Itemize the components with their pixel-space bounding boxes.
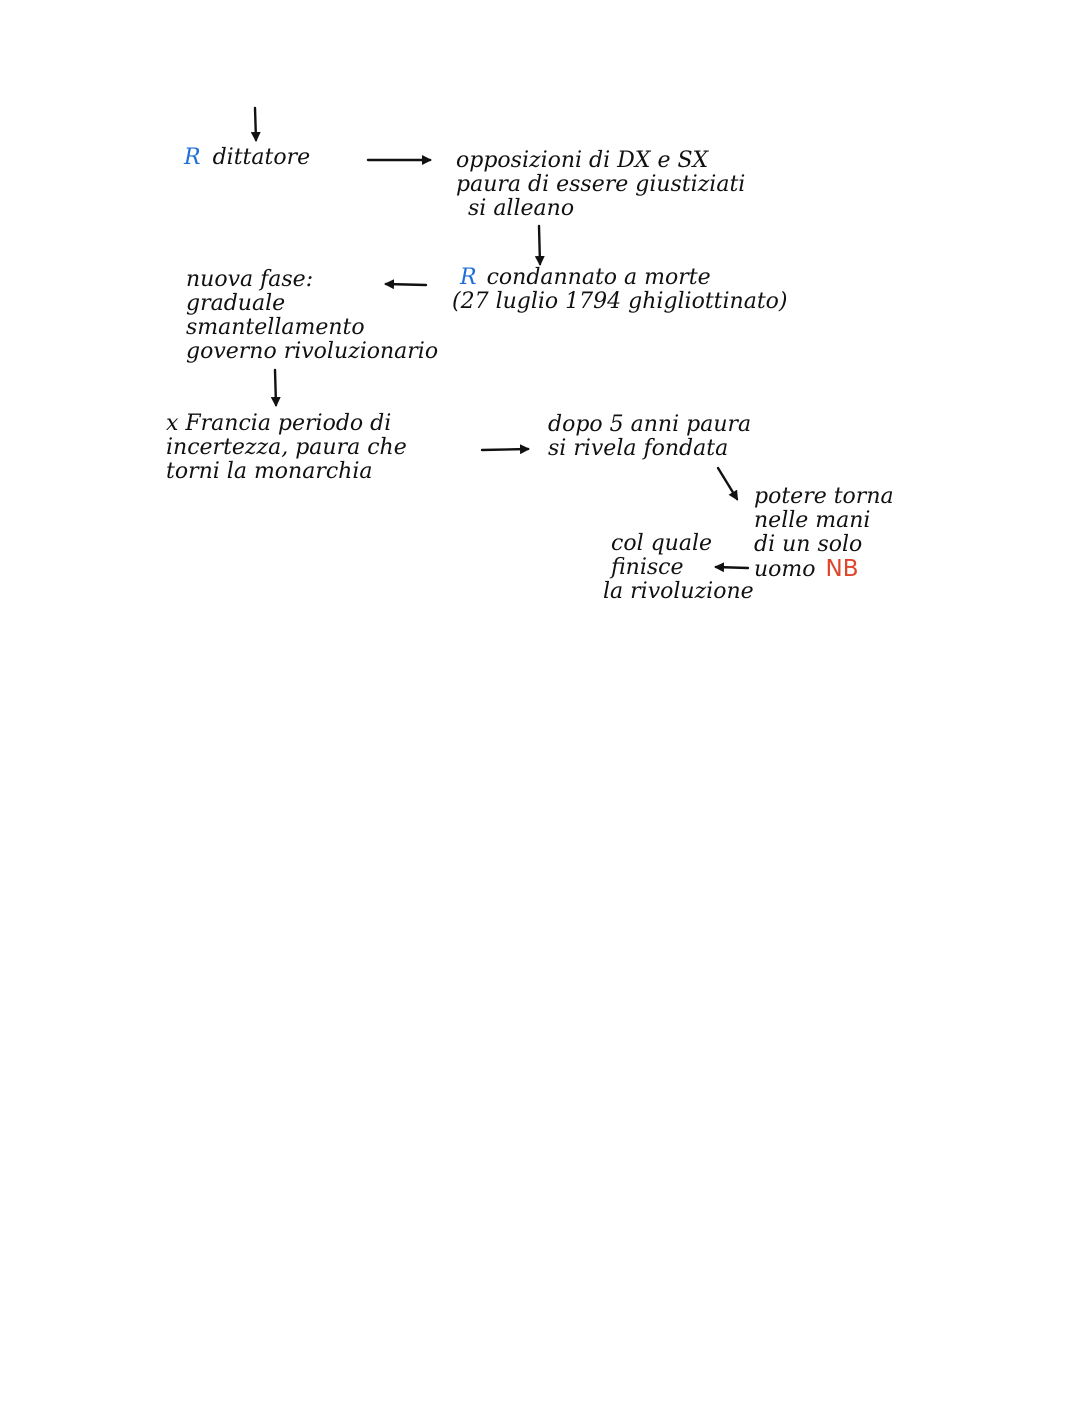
francia-line-3: torni la monarchia — [166, 459, 373, 484]
arrow-nuova-fase-to-francia — [275, 370, 276, 405]
nuova-fase-line-1: nuova fase: — [186, 267, 314, 292]
dopo-line-2: si rivela fondata — [548, 436, 729, 461]
node-dopo — [548, 413, 751, 461]
arrow-francia-to-dopo — [482, 449, 528, 450]
dopo-line-1: dopo 5 anni paura — [548, 412, 752, 437]
node-francia — [166, 412, 407, 484]
node-dittatore — [184, 146, 310, 170]
arrow-opposizioni-to-condannato — [539, 226, 540, 264]
arrow-top-down — [255, 108, 256, 140]
node-opposizioni — [456, 149, 745, 221]
node-potere — [754, 485, 894, 582]
francia-line-2: incertezza, paura che — [166, 435, 407, 460]
condannato-line-1 — [460, 266, 788, 290]
condannato-line-2: (27 luglio 1794 ghigliottinato) — [452, 289, 788, 314]
robespierre-marker: R — [184, 145, 201, 170]
nuova-fase-line-4: governo rivoluzionario — [186, 339, 439, 364]
nb-tag: NB — [825, 556, 859, 582]
node-finisce — [603, 532, 754, 604]
opposizioni-line-2: paura di essere giustiziati — [456, 172, 746, 197]
node-condannato — [452, 266, 788, 314]
nuova-fase-line-3: smantellamento — [186, 315, 365, 340]
potere-line-3: di un solo — [754, 532, 863, 557]
node-nuova-fase — [186, 268, 438, 364]
finisce-line-1: col quale — [611, 531, 713, 556]
potere-line-4 — [754, 557, 894, 582]
finisce-line-2: finisce — [611, 555, 684, 580]
opposizioni-line-3: si alleano — [468, 196, 575, 221]
finisce-line-3: la rivoluzione — [603, 579, 754, 604]
francia-line-1: x Francia periodo di — [166, 411, 392, 436]
condannato-text: condannato a morte — [486, 265, 711, 290]
potere-line-1: potere torna — [754, 484, 894, 509]
dittatore-text: dittatore — [212, 145, 311, 170]
potere-last-word: uomo — [754, 557, 816, 582]
potere-line-2: nelle mani — [754, 508, 871, 533]
robespierre-marker: R — [460, 265, 477, 290]
nuova-fase-line-2: graduale — [186, 291, 286, 316]
arrow-dopo-to-potere — [718, 468, 737, 499]
opposizioni-line-1: opposizioni di DX e SX — [456, 148, 709, 173]
